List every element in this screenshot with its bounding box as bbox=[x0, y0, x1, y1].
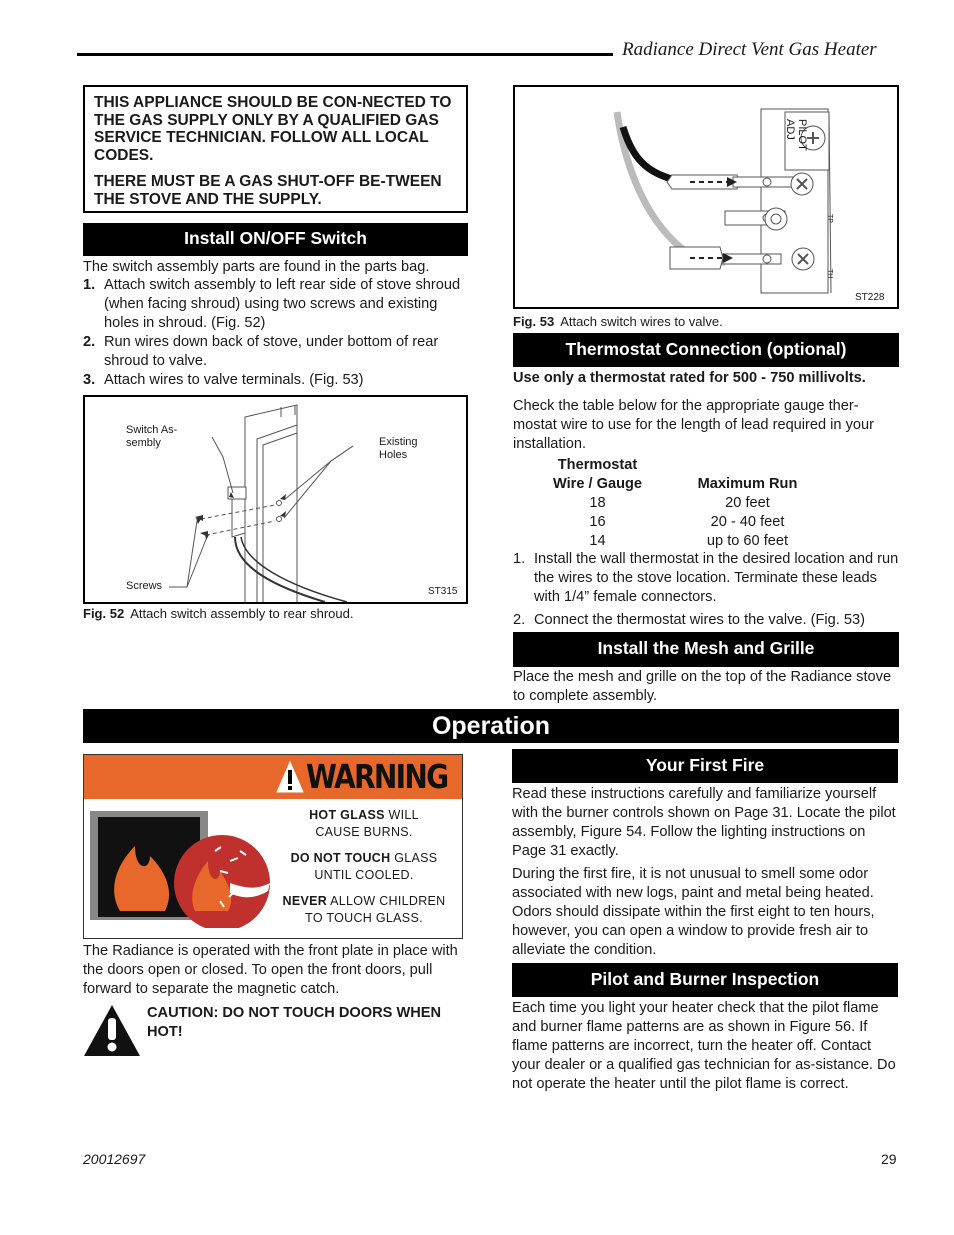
list-item: 1. Install the wall thermostat in the desired location and run the wires to the stove location. Terminate these leads with 1/4” female connectors. bbox=[513, 551, 899, 605]
thermostat-heading: Thermostat Connection (optional) bbox=[513, 333, 899, 367]
fig53-illustration bbox=[515, 87, 897, 307]
pilot-text: Each time you light your heater check that the pilot flame and burner flame patterns are as shown in Figure 56. If flame patterns are incorrect, turn the heater off. Contact your dealer or a qualified gas technician for as-sistance. Do not operate the heater until the pilot flame is correct. bbox=[512, 1000, 896, 1092]
fig52-label-switch: Switch As- sembly bbox=[126, 424, 178, 449]
install-switch-intro: The switch assembly parts are found in the parts bag. bbox=[83, 259, 430, 275]
fig52-label-screws: Screws bbox=[126, 580, 163, 592]
caution-triangle-icon bbox=[83, 1003, 141, 1057]
caution-text: CAUTION: DO NOT TOUCH DOORS WHEN HOT! bbox=[147, 1005, 442, 1040]
table-row: 14 up to 60 feet bbox=[589, 533, 789, 549]
first-fire-para2: During the first fire, it is not unusual to smell some odor associated with new logs, paint and metal being heated. Odors should dissipate within the first eight to ten hours, however, you can open a window to provide fresh air to alleviate the condition. bbox=[512, 866, 875, 958]
fig53-term-th: TH bbox=[826, 269, 833, 279]
list-item: 2. Run wires down back of stove, under bottom of rear shroud to valve. bbox=[83, 334, 439, 369]
warning-pictogram bbox=[90, 811, 280, 928]
fig53-frame bbox=[513, 85, 899, 309]
operation-heading: Operation bbox=[83, 709, 899, 743]
thermostat-steps bbox=[513, 550, 900, 630]
first-fire-heading: Your First Fire bbox=[512, 749, 898, 783]
notice-para1: THIS APPLIANCE SHOULD BE CON-NECTED TO THE GAS SUPPLY ONLY BY A QUALIFIED GAS SERVICE TECHNICIAN. FOLLOW ALL LOCAL CODES. bbox=[94, 94, 452, 164]
fig52-label-holes: Existing Holes bbox=[379, 436, 418, 461]
fig52-frame bbox=[83, 395, 468, 604]
footer-doc-number: 20012697 bbox=[83, 1151, 146, 1167]
table-row: 18 20 feet bbox=[589, 495, 770, 511]
thermostat-table bbox=[540, 456, 840, 551]
pilot-heading: Pilot and Burner Inspection bbox=[512, 963, 898, 997]
warning-label bbox=[83, 754, 463, 939]
header-title: Radiance Direct Vent Gas Heater bbox=[622, 39, 877, 60]
list-item: 2. Connect the thermostat wires to the valve. (Fig. 53) bbox=[513, 612, 865, 628]
thermostat-intro: Check the table below for the appropriate gauge ther-mostat wire to use for the length of lead required in your installation. bbox=[513, 398, 874, 452]
thermostat-col2-header: Maximum Run bbox=[697, 476, 798, 492]
fig52-caption: Fig. 52 Attach switch assembly to rear shroud. bbox=[83, 606, 354, 621]
thermostat-rated: Use only a thermostat rated for 500 - 750 millivolts. bbox=[513, 370, 866, 386]
fig53-code: ST228 bbox=[855, 292, 885, 303]
footer-page-number: 29 bbox=[881, 1151, 897, 1167]
fig53-label-pilot: PILOT ADJ bbox=[784, 119, 808, 151]
header-rule bbox=[77, 53, 613, 56]
fig52-code: ST315 bbox=[428, 586, 458, 597]
thermostat-col1-header: Thermostat Wire / Gauge bbox=[552, 457, 643, 492]
first-fire-para1: Read these instructions carefully and familiarize yourself with the burner controls shown on Page 31. Locate the pilot assembly, Figure 54. Follow the lighting instructions on Page 31 exactly. bbox=[512, 786, 896, 859]
notice-box bbox=[83, 85, 468, 213]
mesh-text: Place the mesh and grille on the top of the Radiance stove to complete assembly. bbox=[513, 669, 892, 704]
table-row: 16 20 - 40 feet bbox=[589, 514, 785, 530]
warning-text: HOT GLASS WILL CAUSE BURNS. DO NOT TOUCH GLASS UNTIL COOLED. NEVER ALLOW CHILDREN TO TOUCH GLASS. bbox=[282, 808, 446, 925]
warning-title: WARNING bbox=[306, 757, 448, 796]
mesh-heading: Install the Mesh and Grille bbox=[513, 632, 899, 667]
operation-text: The Radiance is operated with the front plate in place with the doors open or closed. To open the front doors, pull forward to separate the magnetic catch. bbox=[83, 943, 458, 997]
install-switch-steps bbox=[83, 276, 468, 390]
list-item: 1. Attach switch assembly to left rear side of stove shroud (when facing shroud) using two screws and existing holes in shroud. (Fig. 52) bbox=[83, 277, 461, 331]
warning-banner bbox=[84, 755, 462, 799]
notice-para2: THERE MUST BE A GAS SHUT-OFF BE-TWEEN THE STOVE AND THE SUPPLY. bbox=[94, 173, 442, 208]
warning-triangle-icon bbox=[276, 761, 304, 793]
install-switch-heading: Install ON/OFF Switch bbox=[83, 223, 468, 256]
list-item: 3. Attach wires to valve terminals. (Fig. 53) bbox=[83, 372, 364, 388]
fig53-caption: Fig. 53 Attach switch wires to valve. bbox=[513, 314, 723, 329]
fig53-term-tp: TP bbox=[826, 214, 833, 223]
